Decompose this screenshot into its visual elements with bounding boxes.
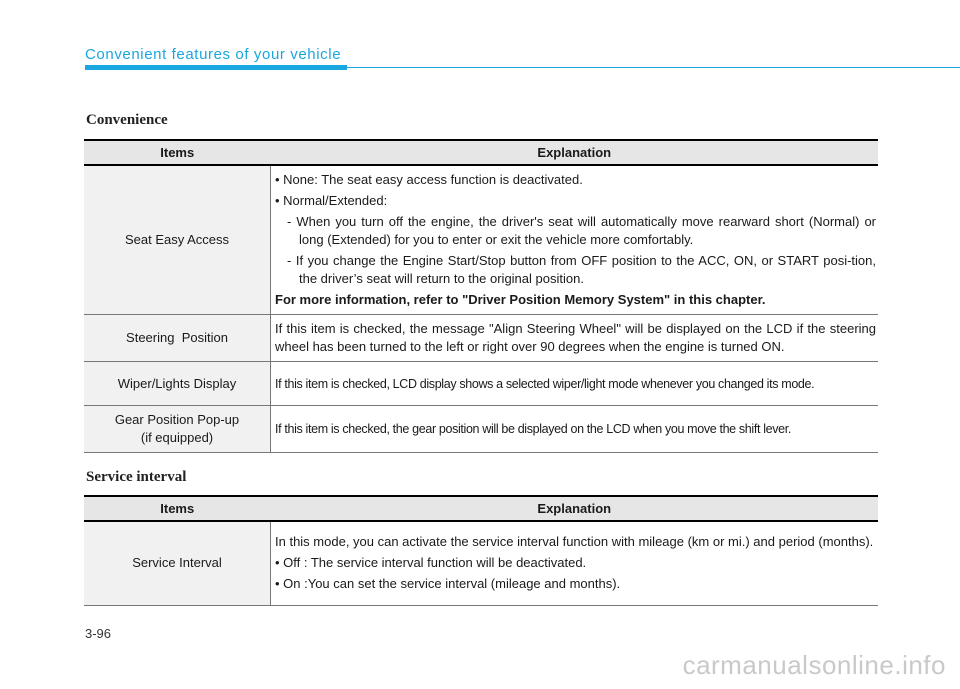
col-header-explanation: Explanation [271, 496, 879, 521]
watermark: carmanualsonline.info [682, 650, 946, 680]
option-on: • On :You can set the service interval (mileage and months). [275, 576, 621, 592]
page-number: 3-96 [85, 626, 112, 641]
explanation-cell: If this item is checked, the message "Align Steering Wheel" will be displayed on the LCD if the steering wheel has been turned to the left or right over 90 degrees when the engine is turned ON. [271, 315, 879, 362]
item-cell: Seat Easy Access [84, 165, 271, 315]
convenience-heading: Convenience [86, 112, 168, 128]
option-none: • None: The seat easy access function is deactivated. [275, 172, 583, 187]
service-interval-heading: Service interval [86, 469, 187, 485]
explanation-cell: If this item is checked, LCD display shows a selected wiper/light mode whenever you changed its mode. [271, 362, 879, 406]
table-row-wiper-lights [84, 362, 878, 406]
header-accent-bar [85, 65, 347, 70]
sub-point-start-stop: - If you change the Engine Start/Stop button from OFF position to the ACC, ON, or START posi-tion, the driver’s seat will return to the original position. [287, 253, 876, 286]
convenience-table [84, 139, 878, 453]
service-description: In this mode, you can activate the service interval function with mileage (km or mi.) and period (months). [275, 534, 874, 550]
explanation-cell: If this item is checked, the gear position will be displayed on the LCD when you move the shift lever. [271, 406, 879, 453]
table-row-seat-easy-access [84, 165, 878, 315]
reference-note: For more information, refer to "Driver Position Memory System" in this chapter. [275, 292, 766, 307]
service-interval-table [84, 495, 878, 606]
table-row-steering-position [84, 315, 878, 362]
explanation-cell [271, 165, 879, 315]
section-header-title: Convenient features of your vehicle [85, 46, 342, 63]
col-header-explanation: Explanation [271, 140, 879, 165]
explanation-cell [271, 521, 879, 605]
item-cell: Service Interval [84, 521, 271, 605]
item-cell: Wiper/Lights Display [84, 362, 271, 406]
col-header-items: Items [84, 496, 271, 521]
item-cell [84, 406, 271, 453]
option-off: • Off : The service interval function will be deactivated. [275, 555, 587, 571]
item-line-note: (if equipped) [140, 430, 214, 445]
option-normal-extended: • Normal/Extended: [275, 193, 388, 208]
item-cell: Steering Position [84, 315, 271, 362]
table-row-gear-position [84, 406, 878, 453]
header-rule [347, 67, 960, 68]
table-row-service-interval [84, 521, 878, 605]
sub-point-engine-off: - When you turn off the engine, the driver's seat will automatically move rearward short (Normal) or long (Extended) for you to enter or exit the vehicle more comfortably. [287, 214, 876, 247]
item-line: Gear Position Pop-up [114, 412, 240, 427]
col-header-items: Items [84, 140, 271, 165]
